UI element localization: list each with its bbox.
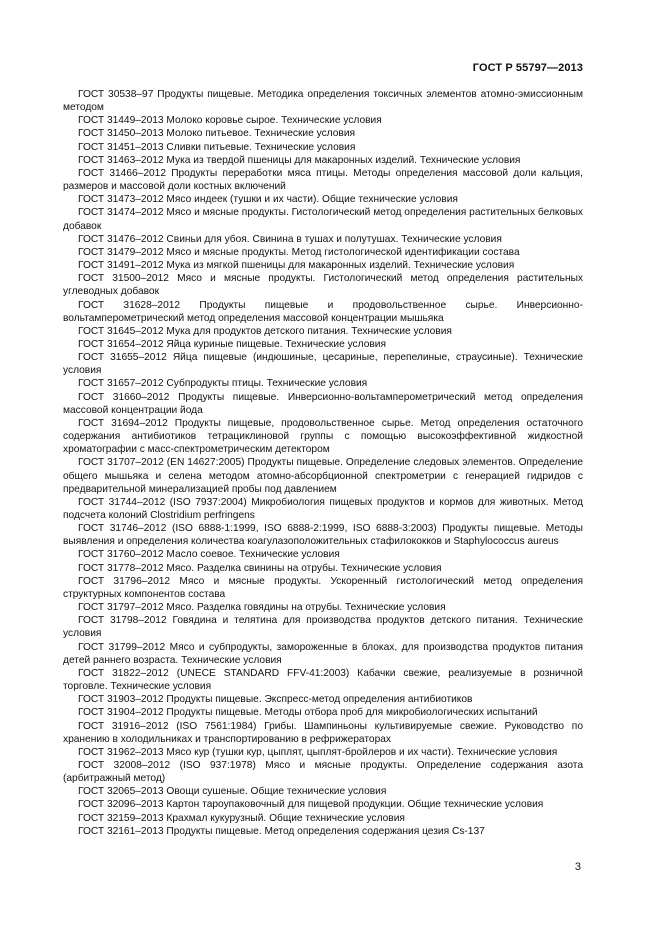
reference-entry: ГОСТ 31660–2012 Продукты пищевые. Инверсионно-вольтамперометрический метод определения массовой концентрации йода [63, 391, 583, 416]
reference-entry: ГОСТ 31476–2012 Свиньи для убоя. Свинина в тушах и полутушах. Технические условия [78, 233, 502, 245]
reference-entry: ГОСТ 31778–2012 Мясо. Разделка свинины на отрубы. Технические условия [78, 562, 442, 574]
reference-entry: ГОСТ 31707–2012 (EN 14627:2005) Продукты пищевые. Определение следовых элементов. Определение общего мышьяка и селена методом атомно-абсорбционной спектрометрии с генерацией гидридов с предварительной минерализацией пробы под давлением [63, 457, 583, 495]
reference-entry: ГОСТ 31628–2012 Продукты пищевые и продовольственное сырье. Инверсионно-вольтамперометрический метод определения массовой концентрации мышьяка [63, 299, 583, 324]
reference-entry: ГОСТ 31694–2012 Продукты пищевые, продовольственное сырье. Метод определения остаточного содержания антибиотиков тетрациклиновой группы с помощью высокоэффективной жидкостной хроматографии с масс-спектрометрическим детектором [63, 417, 583, 456]
reference-entry: ГОСТ 31916–2012 (ISO 7561:1984) Грибы. Шампиньоны культивируемые свежие. Руководство по хранению в холодильниках и транспортированию в рефрижераторах [63, 720, 583, 745]
reference-entry: ГОСТ 31962–2013 Мясо кур (тушки кур, цыплят, цыплят-бройлеров и их части). Технические условия [78, 746, 558, 758]
reference-entry: ГОСТ 31796–2012 Мясо и мясные продукты. Ускоренный гистологический метод определения структурных компонентов состава [63, 575, 583, 600]
reference-entry: ГОСТ 31450–2013 Молоко питьевое. Технические условия [78, 128, 356, 140]
reference-entry: ГОСТ 31746–2012 (ISO 6888-1:1999, ISO 6888-2:1999, ISO 6888-3:2003) Продукты пищевые. Методы выявления и определения количества коагулазоположительных стафилококков и Staphylococcus aureus [63, 523, 583, 548]
normative-references-list [63, 88, 583, 838]
reference-entry: ГОСТ 31491–2012 Мука из мягкой пшеницы для макаронных изделий. Технические условия [78, 260, 515, 272]
reference-entry: ГОСТ 31466–2012 Продукты переработки мяса птицы. Методы определения массовой доли кальция, размеров и массовой доли костных включений [63, 167, 583, 193]
reference-entry: ГОСТ 32096–2013 Картон тароупаковочный для пищевой продукции. Общие технические условия [78, 799, 544, 811]
reference-entry: ГОСТ 31798–2012 Говядина и телятина для производства продуктов детского питания. Технические условия [63, 615, 583, 640]
page-number: 3 [574, 861, 581, 873]
reference-entry: ГОСТ 32065–2013 Овощи сушеные. Общие технические условия [78, 786, 387, 798]
reference-entry: ГОСТ 31657–2012 Субпродукты птицы. Технические условия [78, 378, 368, 390]
reference-entry: ГОСТ 31904–2012 Продукты пищевые. Методы отбора проб для микробиологических испытаний [78, 707, 538, 719]
document-designation: ГОСТ Р 55797—2013 [472, 62, 583, 74]
reference-entry: ГОСТ 31797–2012 Мясо. Разделка говядины на отрубы. Технические условия [78, 602, 446, 614]
reference-entry: ГОСТ 30538–97 Продукты пищевые. Методика определения токсичных элементов атомно-эмиссионным методом [63, 89, 583, 114]
reference-entry: ГОСТ 31645–2012 Мука для продуктов детского питания. Технические условия [78, 325, 452, 337]
reference-entry: ГОСТ 31449–2013 Молоко коровье сырое. Технические условия [78, 115, 382, 127]
reference-entry: ГОСТ 31760–2012 Масло соевое. Технические условия [78, 549, 340, 561]
reference-entry: ГОСТ 32159–2013 Крахмал кукурузный. Общие технические условия [78, 812, 405, 824]
reference-entry: ГОСТ 31799–2012 Мясо и субпродукты, замороженные в блоках, для производства продуктов питания детей раннего возраста. Технические условия [63, 641, 583, 666]
reference-entry: ГОСТ 31451–2013 Сливки питьевые. Технические условия [78, 141, 356, 153]
reference-entry: ГОСТ 31479–2012 Мясо и мясные продукты. Метод гистологической идентификации состава [78, 246, 520, 258]
reference-entry: ГОСТ 31500–2012 Мясо и мясные продукты. Гистологический метод определения растительных углеводных добавок [63, 273, 583, 298]
reference-entry: ГОСТ 31473–2012 Мясо индеек (тушки и их части). Общие технические условия [78, 194, 458, 206]
reference-entry: ГОСТ 32161–2013 Продукты пищевые. Метод определения содержания цезия Cs-137 [78, 825, 485, 837]
reference-entry: ГОСТ 31654–2012 Яйца куриные пищевые. Технические условия [78, 338, 386, 350]
reference-entry: ГОСТ 31655–2012 Яйца пищевые (индюшиные, цесариные, перепелиные, страусиные). Технические условия [63, 352, 583, 377]
reference-entry: ГОСТ 31463–2012 Мука из твердой пшеницы для макаронных изделий. Технические условия [78, 154, 521, 166]
reference-entry: ГОСТ 31822–2012 (UNECE STANDARD FFV-41:2003) Кабачки свежие, реализуемые в розничной торговле. Технические условия [63, 667, 583, 693]
reference-entry: ГОСТ 31903–2012 Продукты пищевые. Экспресс-метод определения антибиотиков [78, 694, 473, 706]
reference-entry: ГОСТ 31744–2012 (ISO 7937:2004) Микробиология пищевых продуктов и кормов для животных. Метод подсчета колоний Clostridium perfringens [63, 496, 583, 521]
reference-entry: ГОСТ 32008–2012 (ISO 937:1978) Мясо и мясные продукты. Определение содержания азота (арбитражный метод) [63, 759, 583, 785]
reference-entry: ГОСТ 31474–2012 Мясо и мясные продукты. Гистологический метод определения растительных белковых добавок [63, 207, 583, 232]
